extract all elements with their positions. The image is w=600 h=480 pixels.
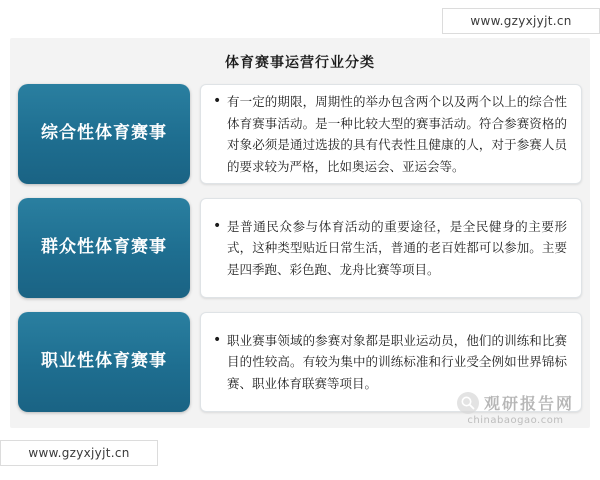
- category-row: [18, 312, 582, 412]
- category-description-box: [200, 312, 582, 412]
- category-label-box[interactable]: [18, 198, 190, 298]
- category-rows: [10, 84, 590, 426]
- top-watermark-text: www.gzyxjyjt.cn: [470, 14, 572, 28]
- bottom-watermark-text: www.gzyxjyjt.cn: [28, 446, 130, 460]
- category-row: [18, 84, 582, 184]
- brand-name-cn: 观研报告网: [483, 394, 574, 413]
- category-description-text: • 有一定的期限，周期性的举办包含两个以及两个以上的综合性体育赛事活动。是一种比较大型的赛事活动。符合参赛资格的对象必须是通过选拔的具有代表性且健康的人，对于参赛人员的要求较为严格，比如奥运会、亚运会等。: [201, 85, 581, 183]
- bottom-watermark: [0, 440, 158, 466]
- category-description-box: [200, 198, 582, 298]
- category-label-text: 群众性体育赛事: [41, 237, 167, 258]
- brand-name-en: chinabaogao.com: [467, 415, 564, 426]
- category-label-box[interactable]: [18, 84, 190, 184]
- top-watermark: [442, 8, 600, 34]
- chart-title: 体育赛事运营行业分类: [225, 55, 375, 71]
- chart-container: [10, 38, 590, 428]
- category-description-text: • 是普通民众参与体育活动的重要途径，是全民健身的主要形式，这种类型贴近日常生活，普通的老百姓都可以参加。主要是四季跑、彩色跑、龙舟比赛等项目。: [201, 210, 581, 287]
- category-label-text: 职业性体育赛事: [41, 351, 167, 372]
- category-row: [18, 198, 582, 298]
- category-description-text: • 职业赛事领域的参赛对象都是职业运动员，他们的训练和比赛目的性较高。有较为集中的训练标准和行业受全例如世界锦标赛、职业体育联赛等项目。: [201, 324, 581, 401]
- category-label-box[interactable]: [18, 312, 190, 412]
- category-label-text: 综合性体育赛事: [41, 123, 167, 144]
- category-description-box: [200, 84, 582, 184]
